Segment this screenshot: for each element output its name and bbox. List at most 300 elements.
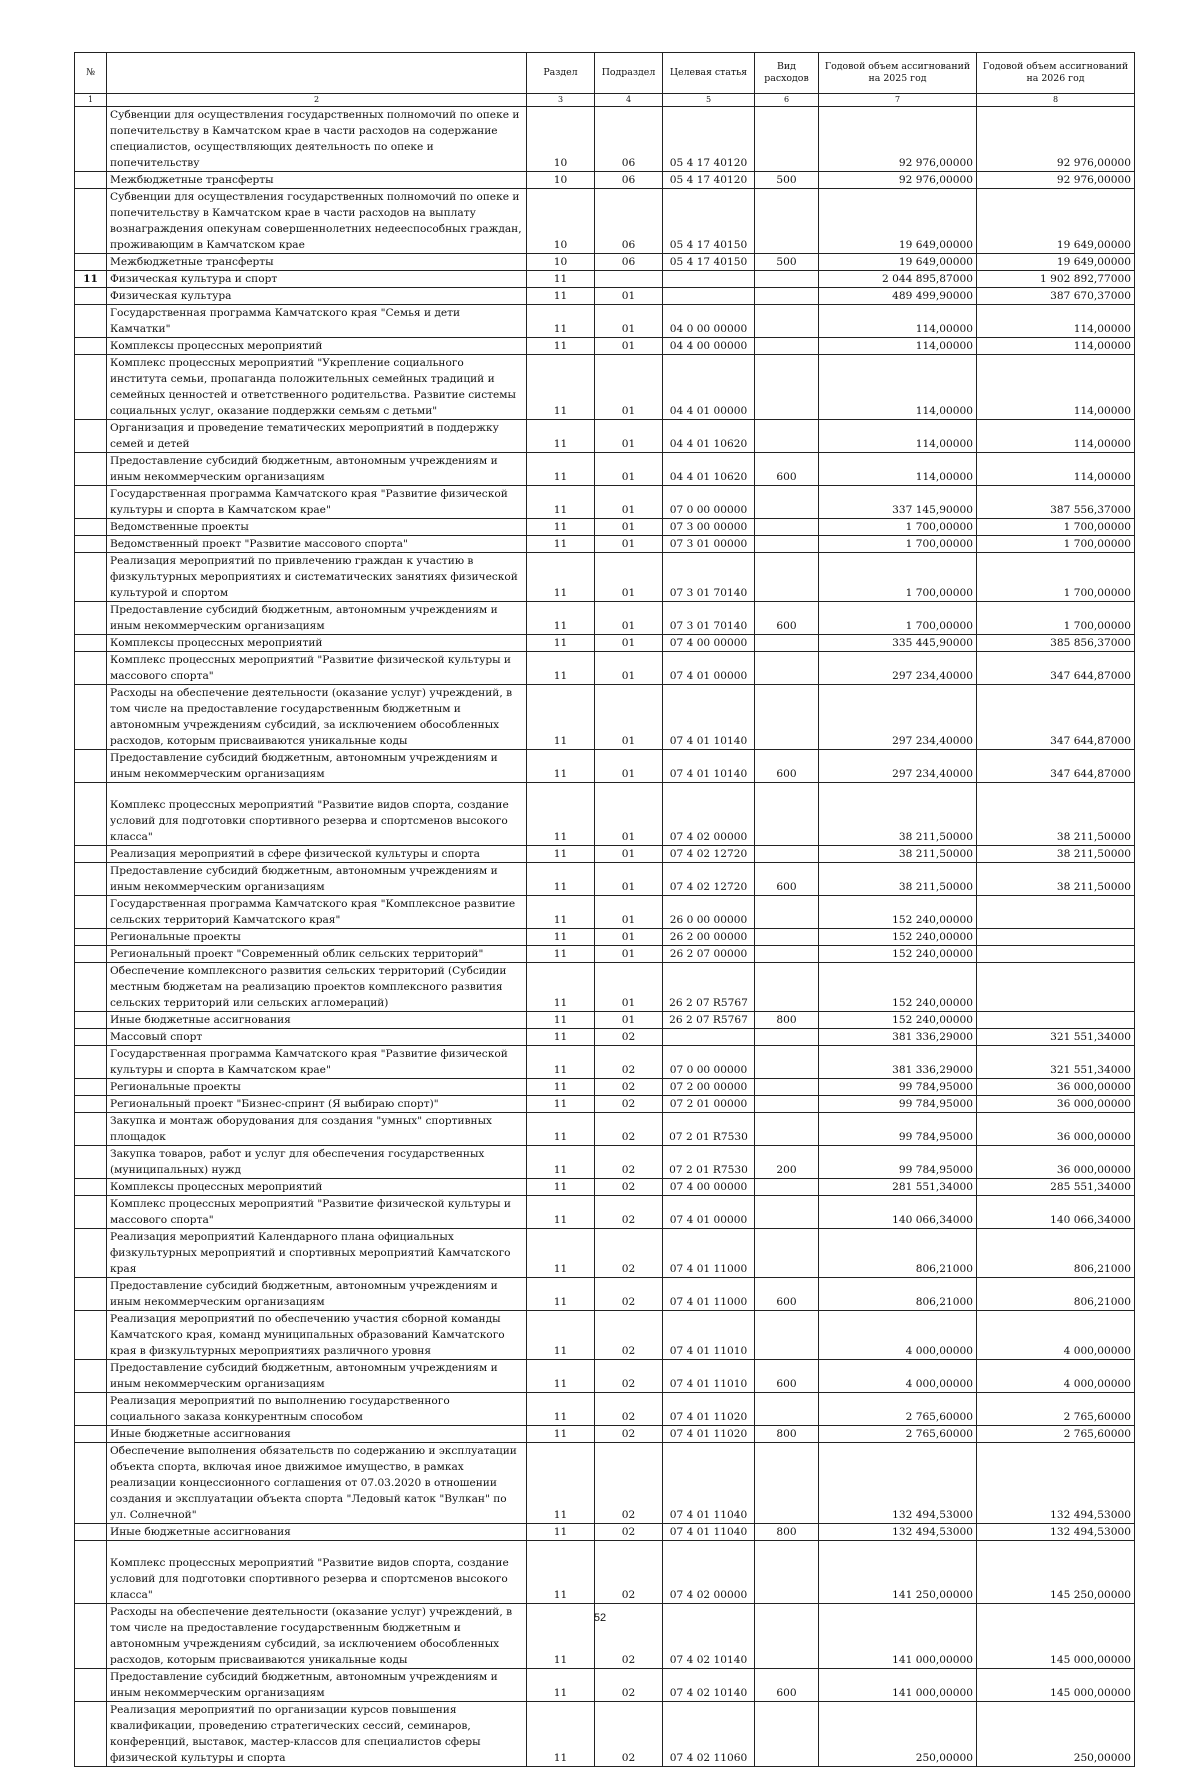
row-number xyxy=(75,750,107,783)
row-subsection: 02 xyxy=(595,1604,663,1669)
row-expense-type xyxy=(755,783,819,846)
row-subsection: 02 xyxy=(595,1443,663,1524)
row-allocation-2025: 114,00000 xyxy=(819,305,977,338)
row-name: Иные бюджетные ассигнования xyxy=(107,1524,527,1541)
row-name: Предоставление субсидий бюджетным, автономным учреждениям и иным некоммерческим организациям xyxy=(107,1360,527,1393)
row-number xyxy=(75,254,107,271)
row-target-article: 07 4 01 10140 xyxy=(663,750,755,783)
col-index: 6 xyxy=(755,94,819,107)
row-allocation-2026: 2 765,60000 xyxy=(977,1426,1135,1443)
row-subsection xyxy=(595,271,663,288)
row-number xyxy=(75,355,107,420)
row-target-article: 07 4 00 00000 xyxy=(663,1179,755,1196)
row-target-article: 07 4 02 10140 xyxy=(663,1604,755,1669)
row-subsection: 01 xyxy=(595,519,663,536)
row-name: Государственная программа Камчатского края "Развитие физической культуры и спорта в Камчатском крае" xyxy=(107,486,527,519)
row-name: Комплекс процессных мероприятий "Развитие физической культуры и массового спорта" xyxy=(107,652,527,685)
row-number xyxy=(75,1029,107,1046)
row-name: Реализация мероприятий в сфере физической культуры и спорта xyxy=(107,846,527,863)
row-expense-type xyxy=(755,519,819,536)
row-number xyxy=(75,172,107,189)
row-allocation-2025: 2 044 895,87000 xyxy=(819,271,977,288)
row-name: Субвенции для осуществления государственных полномочий по опеке и попечительству в Камчатском крае в части расходов на содержание специалистов, осуществляющих деятельность по опеке и попечительству xyxy=(107,107,527,172)
row-subsection: 01 xyxy=(595,929,663,946)
row-target-article: 26 0 00 00000 xyxy=(663,896,755,929)
row-subsection: 01 xyxy=(595,783,663,846)
row-section: 11 xyxy=(527,1360,595,1393)
row-target-article: 07 4 01 00000 xyxy=(663,1196,755,1229)
table-row xyxy=(75,1046,1135,1079)
row-section: 11 xyxy=(527,1669,595,1702)
row-number xyxy=(75,1196,107,1229)
row-number xyxy=(75,635,107,652)
table-row xyxy=(75,486,1135,519)
row-number xyxy=(75,1179,107,1196)
row-section: 10 xyxy=(527,254,595,271)
row-subsection: 02 xyxy=(595,1702,663,1767)
table-row xyxy=(75,602,1135,635)
row-expense-type xyxy=(755,338,819,355)
row-allocation-2026: 321 551,34000 xyxy=(977,1029,1135,1046)
row-number xyxy=(75,1046,107,1079)
table-row xyxy=(75,1029,1135,1046)
row-subsection: 02 xyxy=(595,1146,663,1179)
row-allocation-2026: 347 644,87000 xyxy=(977,685,1135,750)
row-number xyxy=(75,1096,107,1113)
row-allocation-2026: 1 700,00000 xyxy=(977,553,1135,602)
row-target-article: 07 4 01 11020 xyxy=(663,1393,755,1426)
row-allocation-2025: 297 234,40000 xyxy=(819,685,977,750)
row-allocation-2026: 36 000,00000 xyxy=(977,1146,1135,1179)
table-row xyxy=(75,271,1135,288)
row-subsection: 02 xyxy=(595,1278,663,1311)
row-section: 11 xyxy=(527,1393,595,1426)
row-section: 11 xyxy=(527,1541,595,1604)
row-number xyxy=(75,1360,107,1393)
row-section: 11 xyxy=(527,1311,595,1360)
row-section: 11 xyxy=(527,1146,595,1179)
row-allocation-2026: 114,00000 xyxy=(977,420,1135,453)
row-allocation-2025: 152 240,00000 xyxy=(819,946,977,963)
row-name: Массовый спорт xyxy=(107,1029,527,1046)
col-header-target-article: Целевая статья xyxy=(663,53,755,94)
row-section: 11 xyxy=(527,1604,595,1669)
table-row xyxy=(75,863,1135,896)
row-allocation-2026: 145 000,00000 xyxy=(977,1669,1135,1702)
row-allocation-2025: 99 784,95000 xyxy=(819,1113,977,1146)
row-target-article: 07 4 01 11000 xyxy=(663,1278,755,1311)
row-target-article: 04 4 00 00000 xyxy=(663,338,755,355)
row-expense-type xyxy=(755,846,819,863)
row-target-article: 04 0 00 00000 xyxy=(663,305,755,338)
row-number xyxy=(75,1702,107,1767)
row-name: Расходы на обеспечение деятельности (оказание услуг) учреждений, в том числе на предоставление государственным бюджетным и автономным учреждениям субсидий, за исключением обособленных расходов, которым присваиваются уникальные коды xyxy=(107,1604,527,1669)
row-expense-type xyxy=(755,1196,819,1229)
row-allocation-2025: 38 211,50000 xyxy=(819,783,977,846)
table-row xyxy=(75,652,1135,685)
row-name: Предоставление субсидий бюджетным, автономным учреждениям и иным некоммерческим организациям xyxy=(107,1669,527,1702)
row-expense-type: 600 xyxy=(755,863,819,896)
row-name: Региональный проект "Современный облик сельских территорий" xyxy=(107,946,527,963)
row-allocation-2025: 489 499,90000 xyxy=(819,288,977,305)
table-row xyxy=(75,929,1135,946)
row-expense-type: 600 xyxy=(755,453,819,486)
row-allocation-2026: 1 700,00000 xyxy=(977,536,1135,553)
row-allocation-2026: 132 494,53000 xyxy=(977,1443,1135,1524)
row-allocation-2026: 1 902 892,77000 xyxy=(977,271,1135,288)
col-header-allocation-2025: Годовой объем ассигнований на 2025 год xyxy=(819,53,977,94)
row-expense-type: 500 xyxy=(755,254,819,271)
row-allocation-2026: 387 556,37000 xyxy=(977,486,1135,519)
row-allocation-2026: 347 644,87000 xyxy=(977,750,1135,783)
row-number xyxy=(75,1311,107,1360)
col-header-number: № xyxy=(75,53,107,94)
table-row xyxy=(75,519,1135,536)
row-allocation-2026: 2 765,60000 xyxy=(977,1393,1135,1426)
row-name: Межбюджетные трансферты xyxy=(107,254,527,271)
row-allocation-2026 xyxy=(977,929,1135,946)
row-subsection: 01 xyxy=(595,355,663,420)
row-expense-type: 600 xyxy=(755,602,819,635)
row-section: 11 xyxy=(527,929,595,946)
row-section: 11 xyxy=(527,750,595,783)
page-number: 52 xyxy=(593,1612,607,1624)
table-row xyxy=(75,1669,1135,1702)
row-allocation-2026: 38 211,50000 xyxy=(977,846,1135,863)
row-target-article: 07 2 01 00000 xyxy=(663,1096,755,1113)
row-number xyxy=(75,453,107,486)
row-name: Государственная программа Камчатского края "Комплексное развитие сельских территорий Камчатского края" xyxy=(107,896,527,929)
row-expense-type: 800 xyxy=(755,1012,819,1029)
row-subsection: 01 xyxy=(595,896,663,929)
row-section: 11 xyxy=(527,1196,595,1229)
row-section: 11 xyxy=(527,271,595,288)
row-number xyxy=(75,1012,107,1029)
row-subsection: 01 xyxy=(595,453,663,486)
table-row xyxy=(75,536,1135,553)
row-allocation-2025: 250,00000 xyxy=(819,1702,977,1767)
row-name: Предоставление субсидий бюджетным, автономным учреждениям и иным некоммерческим организациям xyxy=(107,453,527,486)
row-allocation-2025: 92 976,00000 xyxy=(819,172,977,189)
table-row xyxy=(75,896,1135,929)
row-number xyxy=(75,553,107,602)
row-number xyxy=(75,929,107,946)
row-name: Межбюджетные трансферты xyxy=(107,172,527,189)
row-name: Комплекс процессных мероприятий "Укрепление социального института семьи, пропаганда положительных семейных традиций и семейных ценностей и ответственного родительства. Развитие системы социальных услуг, оказание поддержки семьям с детьми" xyxy=(107,355,527,420)
table-row xyxy=(75,1702,1135,1767)
column-index-row xyxy=(75,94,1135,107)
row-target-article: 07 0 00 00000 xyxy=(663,1046,755,1079)
row-allocation-2025: 132 494,53000 xyxy=(819,1524,977,1541)
row-expense-type: 800 xyxy=(755,1524,819,1541)
table-row xyxy=(75,1096,1135,1113)
col-index: 2 xyxy=(107,94,527,107)
row-number xyxy=(75,783,107,846)
table-row xyxy=(75,750,1135,783)
row-subsection: 06 xyxy=(595,254,663,271)
row-expense-type xyxy=(755,1029,819,1046)
row-number xyxy=(75,602,107,635)
row-allocation-2025: 38 211,50000 xyxy=(819,846,977,863)
table-row xyxy=(75,963,1135,1012)
row-number xyxy=(75,863,107,896)
row-allocation-2025: 99 784,95000 xyxy=(819,1079,977,1096)
row-name: Физическая культура и спорт xyxy=(107,271,527,288)
row-expense-type xyxy=(755,896,819,929)
row-section: 11 xyxy=(527,338,595,355)
table-row xyxy=(75,338,1135,355)
row-subsection: 01 xyxy=(595,863,663,896)
row-expense-type xyxy=(755,1393,819,1426)
table-row xyxy=(75,1426,1135,1443)
row-allocation-2026: 145 250,00000 xyxy=(977,1541,1135,1604)
row-expense-type xyxy=(755,1311,819,1360)
col-index: 5 xyxy=(663,94,755,107)
row-allocation-2026: 140 066,34000 xyxy=(977,1196,1135,1229)
row-section: 11 xyxy=(527,783,595,846)
row-name: Комплексы процессных мероприятий xyxy=(107,338,527,355)
row-allocation-2025: 281 551,34000 xyxy=(819,1179,977,1196)
row-expense-type xyxy=(755,1079,819,1096)
row-number xyxy=(75,896,107,929)
row-allocation-2026: 385 856,37000 xyxy=(977,635,1135,652)
row-target-article: 07 4 01 10140 xyxy=(663,685,755,750)
row-name: Обеспечение комплексного развития сельских территорий (Субсидии местным бюджетам на реализацию проектов комплексного развития сельских территорий или сельских агломераций) xyxy=(107,963,527,1012)
row-name: Иные бюджетные ассигнования xyxy=(107,1012,527,1029)
row-allocation-2026: 19 649,00000 xyxy=(977,189,1135,254)
row-subsection: 01 xyxy=(595,750,663,783)
row-number xyxy=(75,1443,107,1524)
row-allocation-2025: 99 784,95000 xyxy=(819,1146,977,1179)
row-allocation-2025: 806,21000 xyxy=(819,1229,977,1278)
row-section: 10 xyxy=(527,172,595,189)
row-name: Региональные проекты xyxy=(107,929,527,946)
row-subsection: 02 xyxy=(595,1426,663,1443)
table-row xyxy=(75,1079,1135,1096)
row-allocation-2026: 806,21000 xyxy=(977,1278,1135,1311)
row-expense-type xyxy=(755,685,819,750)
row-allocation-2025: 381 336,29000 xyxy=(819,1046,977,1079)
table-row xyxy=(75,453,1135,486)
row-expense-type xyxy=(755,1096,819,1113)
row-name: Реализация мероприятий по организации курсов повышения квалификации, проведению стратегических сессий, семинаров, конференций, выставок, мастер-классов для специалистов сферы физической культуры и спорта xyxy=(107,1702,527,1767)
row-section: 10 xyxy=(527,189,595,254)
row-name: Комплекс процессных мероприятий "Развитие видов спорта, создание условий для подготовки спортивного резерва и спортсменов высокого класса" xyxy=(107,1541,527,1604)
row-allocation-2026: 132 494,53000 xyxy=(977,1524,1135,1541)
row-name: Комплексы процессных мероприятий xyxy=(107,1179,527,1196)
row-target-article: 07 4 02 11060 xyxy=(663,1702,755,1767)
row-name: Закупка и монтаж оборудования для создания "умных" спортивных площадок xyxy=(107,1113,527,1146)
row-subsection: 01 xyxy=(595,553,663,602)
row-expense-type: 600 xyxy=(755,750,819,783)
row-target-article: 07 3 01 70140 xyxy=(663,553,755,602)
row-expense-type xyxy=(755,1541,819,1604)
row-target-article: 05 4 17 40120 xyxy=(663,107,755,172)
table-row xyxy=(75,1012,1135,1029)
row-subsection: 01 xyxy=(595,338,663,355)
row-section: 11 xyxy=(527,536,595,553)
row-expense-type xyxy=(755,1229,819,1278)
row-allocation-2026: 38 211,50000 xyxy=(977,863,1135,896)
budget-allocation-table xyxy=(74,52,1135,1767)
row-section: 11 xyxy=(527,1096,595,1113)
row-target-article: 07 4 01 00000 xyxy=(663,652,755,685)
row-allocation-2026 xyxy=(977,946,1135,963)
row-target-article: 26 2 07 R5767 xyxy=(663,963,755,1012)
row-section: 11 xyxy=(527,1113,595,1146)
row-target-article: 07 3 00 00000 xyxy=(663,519,755,536)
row-section: 11 xyxy=(527,1046,595,1079)
row-allocation-2026: 36 000,00000 xyxy=(977,1113,1135,1146)
row-subsection: 01 xyxy=(595,963,663,1012)
row-expense-type xyxy=(755,1443,819,1524)
row-allocation-2025: 152 240,00000 xyxy=(819,963,977,1012)
row-target-article: 05 4 17 40120 xyxy=(663,172,755,189)
row-subsection: 01 xyxy=(595,635,663,652)
row-allocation-2026: 4 000,00000 xyxy=(977,1311,1135,1360)
row-target-article: 07 4 02 12720 xyxy=(663,846,755,863)
row-section: 11 xyxy=(527,685,595,750)
row-allocation-2026: 806,21000 xyxy=(977,1229,1135,1278)
row-allocation-2026: 145 000,00000 xyxy=(977,1604,1135,1669)
row-section: 11 xyxy=(527,1229,595,1278)
row-subsection: 02 xyxy=(595,1393,663,1426)
row-number xyxy=(75,536,107,553)
row-number xyxy=(75,963,107,1012)
col-header-section: Раздел xyxy=(527,53,595,94)
row-section: 11 xyxy=(527,519,595,536)
row-section: 11 xyxy=(527,1029,595,1046)
row-subsection: 06 xyxy=(595,172,663,189)
row-section: 11 xyxy=(527,863,595,896)
table-row xyxy=(75,107,1135,172)
table-row xyxy=(75,1311,1135,1360)
row-subsection: 02 xyxy=(595,1113,663,1146)
row-allocation-2025: 141 250,00000 xyxy=(819,1541,977,1604)
row-expense-type xyxy=(755,271,819,288)
table-row xyxy=(75,1393,1135,1426)
row-allocation-2026: 114,00000 xyxy=(977,338,1135,355)
row-allocation-2026: 36 000,00000 xyxy=(977,1096,1135,1113)
col-index: 4 xyxy=(595,94,663,107)
row-section: 11 xyxy=(527,486,595,519)
row-number xyxy=(75,1524,107,1541)
row-section: 11 xyxy=(527,1443,595,1524)
table-row xyxy=(75,1443,1135,1524)
row-allocation-2025: 1 700,00000 xyxy=(819,553,977,602)
row-number xyxy=(75,1393,107,1426)
row-subsection: 01 xyxy=(595,420,663,453)
row-section: 11 xyxy=(527,896,595,929)
table-row xyxy=(75,189,1135,254)
row-name: Региональные проекты xyxy=(107,1079,527,1096)
row-allocation-2026: 92 976,00000 xyxy=(977,107,1135,172)
row-expense-type xyxy=(755,1179,819,1196)
table-row xyxy=(75,355,1135,420)
budget-table-page xyxy=(74,52,1134,1767)
row-target-article: 04 4 01 10620 xyxy=(663,453,755,486)
row-allocation-2026: 38 211,50000 xyxy=(977,783,1135,846)
row-allocation-2025: 1 700,00000 xyxy=(819,536,977,553)
row-allocation-2025: 38 211,50000 xyxy=(819,863,977,896)
row-allocation-2025: 152 240,00000 xyxy=(819,1012,977,1029)
row-expense-type xyxy=(755,929,819,946)
col-index: 7 xyxy=(819,94,977,107)
row-section: 11 xyxy=(527,1524,595,1541)
col-index: 1 xyxy=(75,94,107,107)
col-header-subsection: Подраздел xyxy=(595,53,663,94)
row-expense-type xyxy=(755,553,819,602)
col-header-name xyxy=(107,53,527,94)
row-subsection: 02 xyxy=(595,1669,663,1702)
row-expense-type xyxy=(755,107,819,172)
row-section: 11 xyxy=(527,602,595,635)
row-expense-type: 600 xyxy=(755,1278,819,1311)
row-target-article: 07 0 00 00000 xyxy=(663,486,755,519)
row-name: Реализация мероприятий по привлечению граждан к участию в физкультурных мероприятиях и систематических занятиях физической культурой и спортом xyxy=(107,553,527,602)
row-expense-type xyxy=(755,288,819,305)
row-number xyxy=(75,1541,107,1604)
table-row xyxy=(75,553,1135,602)
row-subsection: 01 xyxy=(595,536,663,553)
row-target-article: 26 2 00 00000 xyxy=(663,929,755,946)
row-section: 11 xyxy=(527,355,595,420)
row-target-article: 07 4 01 11040 xyxy=(663,1443,755,1524)
table-row xyxy=(75,1196,1135,1229)
table-row xyxy=(75,420,1135,453)
row-number xyxy=(75,420,107,453)
row-section: 10 xyxy=(527,107,595,172)
row-allocation-2025: 152 240,00000 xyxy=(819,929,977,946)
row-expense-type xyxy=(755,355,819,420)
row-allocation-2025: 141 000,00000 xyxy=(819,1604,977,1669)
row-allocation-2025: 114,00000 xyxy=(819,420,977,453)
row-allocation-2025: 132 494,53000 xyxy=(819,1443,977,1524)
table-row xyxy=(75,846,1135,863)
row-allocation-2025: 19 649,00000 xyxy=(819,189,977,254)
row-name: Комплексы процессных мероприятий xyxy=(107,635,527,652)
col-header-expense-type: Вид расходов xyxy=(755,53,819,94)
row-subsection: 06 xyxy=(595,189,663,254)
row-name: Физическая культура xyxy=(107,288,527,305)
row-expense-type xyxy=(755,305,819,338)
row-allocation-2026: 1 700,00000 xyxy=(977,519,1135,536)
row-number xyxy=(75,1278,107,1311)
row-number xyxy=(75,1079,107,1096)
row-section: 11 xyxy=(527,635,595,652)
row-target-article: 07 3 01 00000 xyxy=(663,536,755,553)
row-number xyxy=(75,1229,107,1278)
row-target-article: 07 2 00 00000 xyxy=(663,1079,755,1096)
row-expense-type xyxy=(755,635,819,652)
row-target-article: 07 4 02 10140 xyxy=(663,1669,755,1702)
row-allocation-2025: 114,00000 xyxy=(819,355,977,420)
row-number xyxy=(75,946,107,963)
row-number xyxy=(75,305,107,338)
col-index: 3 xyxy=(527,94,595,107)
row-expense-type xyxy=(755,420,819,453)
row-subsection: 01 xyxy=(595,846,663,863)
row-allocation-2025: 297 234,40000 xyxy=(819,750,977,783)
row-section: 11 xyxy=(527,652,595,685)
row-number xyxy=(75,519,107,536)
table-header-row xyxy=(75,53,1135,94)
row-allocation-2026: 285 551,34000 xyxy=(977,1179,1135,1196)
row-allocation-2025: 1 700,00000 xyxy=(819,602,977,635)
row-allocation-2025: 1 700,00000 xyxy=(819,519,977,536)
row-expense-type: 600 xyxy=(755,1360,819,1393)
row-expense-type xyxy=(755,1113,819,1146)
